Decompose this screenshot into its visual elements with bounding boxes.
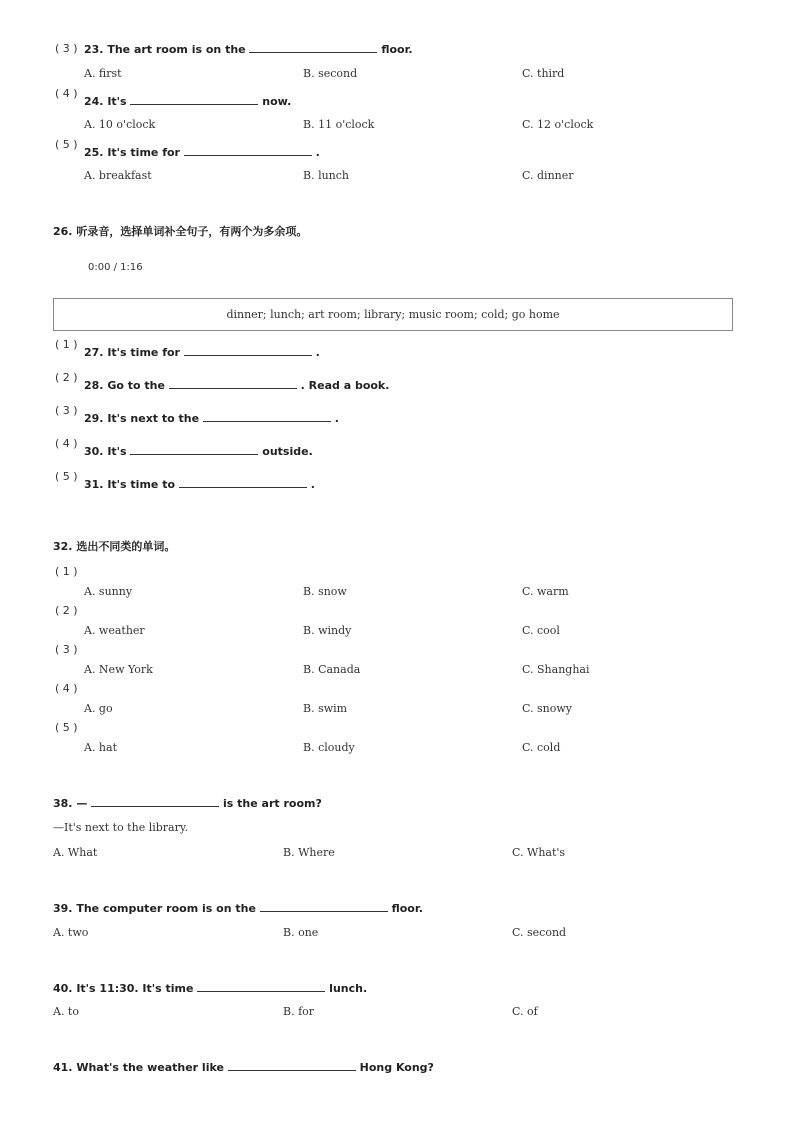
option-c[interactable]: C. Shanghai [522,663,590,676]
question-40 [53,980,367,995]
option-a[interactable]: A. weather [84,624,145,637]
answer-blank[interactable] [179,476,307,488]
option-c[interactable]: C. second [512,926,567,939]
audio-timer[interactable]: 0:00 / 1:16 [88,262,143,273]
question-text-end: . Read a book. [300,379,390,392]
option-c[interactable]: C. third [522,67,565,80]
option-b[interactable]: B. cloudy [303,741,355,754]
dialogue-answer: —It's next to the library. [53,821,189,834]
answer-blank[interactable] [130,93,258,105]
question-text-end: now. [262,95,292,108]
answer-blank[interactable] [203,410,331,422]
option-b[interactable]: B. for [283,1005,315,1018]
option-b[interactable]: B. swim [303,702,348,715]
question-number: ( 5 ) [55,721,78,734]
option-c[interactable]: C. cold [522,741,561,754]
question-number: ( 5 ) [55,470,78,483]
question-29 [84,410,339,425]
option-c[interactable]: C. cool [522,624,560,637]
option-b[interactable]: B. lunch [303,169,350,182]
question-text: 41. What's the weather like [53,1061,224,1074]
option-b[interactable]: B. Where [283,846,335,859]
question-number: ( 3 ) [55,643,78,656]
answer-blank[interactable] [130,443,258,455]
option-a[interactable]: A. two [53,926,89,939]
answer-blank[interactable] [169,377,297,389]
option-b[interactable]: B. snow [303,585,347,598]
option-c[interactable]: C. 12 o'clock [522,118,594,131]
question-text: 28. Go to the [84,379,165,392]
option-c[interactable]: C. What's [512,846,566,859]
question-24 [84,93,291,108]
option-a[interactable]: A. hat [84,741,117,754]
question-31 [84,476,315,491]
option-a[interactable]: A. 10 o'clock [84,118,156,131]
option-a[interactable]: A. What [53,846,98,859]
question-text-end: lunch. [329,982,368,995]
option-c[interactable]: C. warm [522,585,569,598]
option-c[interactable]: C. dinner [522,169,574,182]
question-text-end: Hong Kong? [359,1061,434,1074]
question-number: ( 4 ) [55,682,78,695]
question-23 [84,41,413,56]
option-a[interactable]: A. to [53,1005,79,1018]
option-b[interactable]: B. windy [303,624,352,637]
question-27 [84,344,320,359]
question-30 [84,443,313,458]
question-text-end: is the art room? [223,797,322,810]
answer-blank[interactable] [228,1059,356,1071]
option-a[interactable]: A. New York [84,663,153,676]
question-text-end: . [315,146,320,159]
question-text: 24. It's [84,95,127,108]
option-c[interactable]: C. snowy [522,702,572,715]
question-text: 25. It's time for [84,146,180,159]
question-38 [53,795,322,810]
option-b[interactable]: B. 11 o'clock [303,118,375,131]
question-text: 27. It's time for [84,346,180,359]
question-28 [84,377,389,392]
question-text-end: . [315,346,320,359]
question-41 [53,1059,434,1074]
question-text: 31. It's time to [84,478,176,491]
question-text: 23. The art room is on the [84,43,246,56]
option-a[interactable]: A. sunny [84,585,133,598]
option-a[interactable]: A. first [84,67,122,80]
question-text-end: outside. [262,445,313,458]
option-a[interactable]: A. go [84,702,113,715]
question-number: ( 3 ) [55,404,78,417]
question-number: ( 3 ) [55,42,78,55]
question-number: ( 4 ) [55,437,78,450]
answer-blank[interactable] [184,144,312,156]
question-25 [84,144,320,159]
option-b[interactable]: B. second [303,67,358,80]
answer-blank[interactable] [184,344,312,356]
question-number: ( 5 ) [55,138,78,151]
option-a[interactable]: A. breakfast [84,169,152,182]
answer-blank[interactable] [249,41,377,53]
question-text-end: floor. [381,43,413,56]
question-39 [53,900,423,915]
question-text: 39. The computer room is on the [53,902,256,915]
answer-blank[interactable] [91,795,219,807]
question-text: 38. — [53,797,88,810]
section-title: 32. 选出不同类的单词。 [53,540,176,553]
question-number: ( 1 ) [55,338,78,351]
question-text-end: . [334,412,339,425]
question-text: 40. It's 11:30. It's time [53,982,194,995]
option-b[interactable]: B. one [283,926,319,939]
question-text: 30. It's [84,445,127,458]
question-text: 29. It's next to the [84,412,200,425]
question-text-end: floor. [391,902,423,915]
question-text-end: . [310,478,315,491]
section-title: 26. 听录音，选择单词补全句子，有两个为多余项。 [53,225,308,238]
question-number: ( 2 ) [55,604,78,617]
word-bank [53,298,733,331]
word-bank-text: dinner; lunch; art room; library; music room; cold; go home [226,308,560,321]
option-b[interactable]: B. Canada [303,663,361,676]
answer-blank[interactable] [197,980,325,992]
question-number: ( 1 ) [55,565,78,578]
question-number: ( 4 ) [55,87,78,100]
option-c[interactable]: C. of [512,1005,538,1018]
question-number: ( 2 ) [55,371,78,384]
answer-blank[interactable] [260,900,388,912]
